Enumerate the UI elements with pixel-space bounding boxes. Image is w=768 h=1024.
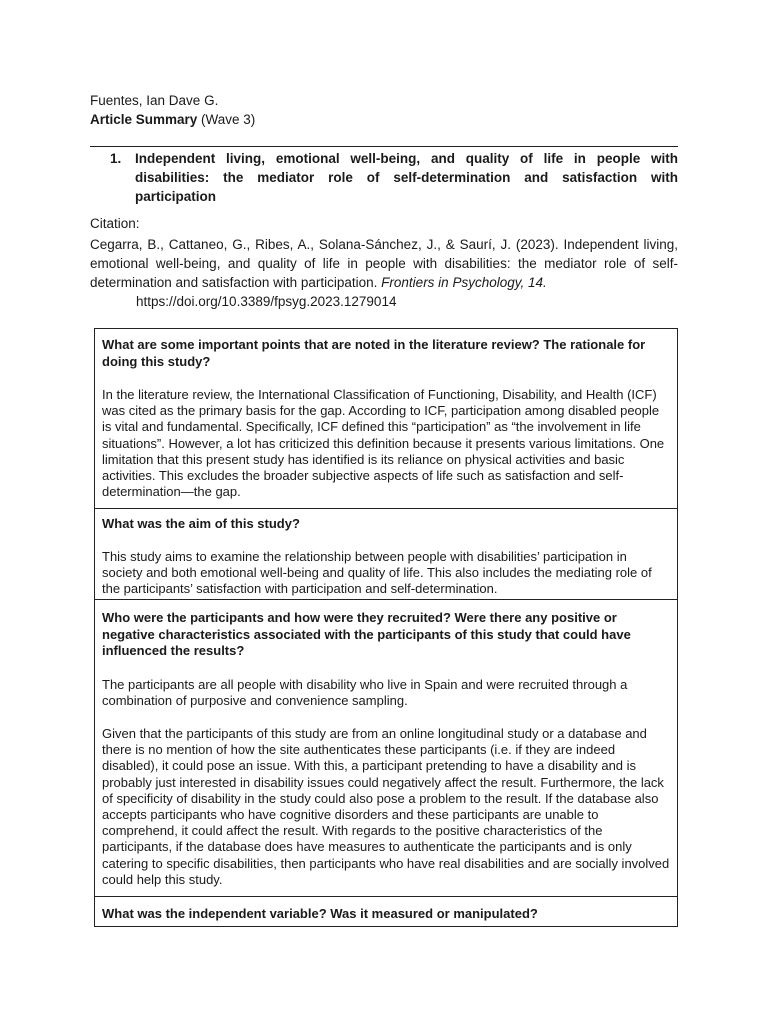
answer-participants-recruitment: The participants are all people with disability who live in Spain and were recruited through a combination of purposive and convenience sampling. (102, 677, 628, 709)
table-row-literature (95, 329, 677, 508)
answer-participants-characteristics: Given that the participants of this study are from an online longitudinal study or a database and there is no mention of how the site authenticates these participants (i.e. if they are indeed disabled), it could pose an issue. With this, a participant pretending to have a disability and is probably just interested in disability issues could negatively affect the result. Furthermore, the lack of specificity of disability in the study could also pose a problem to the result. If the database also accepts participants who have cognitive disorders and these participants are unable to comprehend, it could affect the result. With regards to the positive characteristics of the participants, if the database does have measures to authenticate the participants and is only catering to specific disabilities, then participants who have real disabilities and are socially involved could help this study. (102, 726, 670, 887)
question-aim: What was the aim of this study? (102, 516, 300, 531)
citation-authors-title: Cegarra, B., Cattaneo, G., Ribes, A., Solana-Sánchez, J., & Saurí, J. (2023). Independent living, emotional well-being, and quality of life in people with disabilities: the mediator role of self-determination and satisfaction with participation. (90, 237, 678, 290)
citation-label: Citation: (90, 216, 140, 231)
article-number: 1. (110, 151, 122, 166)
summary-label: Article Summary (90, 112, 198, 127)
summary-heading (90, 112, 255, 127)
citation-text (90, 235, 678, 311)
author-name: Fuentes, Ian Dave G. (90, 93, 219, 108)
summary-wave: (Wave 3) (197, 112, 256, 127)
question-independent-variable: What was the independent variable? Was it measured or manipulated? (102, 906, 538, 921)
answer-aim: This study aims to examine the relationship between people with disabilities’ participation in society and both emotional well-being and quality of life. This also includes the mediating role of the participants’ satisfaction with participation and self-determination. (102, 549, 652, 597)
citation-journal: Frontiers in Psychology, 14. (381, 275, 547, 290)
answer-literature: In the literature review, the International Classification of Functioning, Disability, and Health (ICF) was cited as the primary basis for the gap. According to ICF, participation among disabled people is vital and fundamental. Specifically, ICF defined this “participation” as “the involvement in life situations”. However, a lot has criticized this definition because it presents various limitations. One limitation that this present study has identified is its reliance on physical activities and basic activities. This excludes the broader subjective aspects of life such as satisfaction and self-determination—the gap. (102, 387, 665, 500)
question-literature: What are some important points that are noted in the literature review? The rationale for doing this study? (102, 337, 646, 369)
summary-table (94, 328, 678, 927)
article-title: Independent living, emotional well-being, and quality of life in people with disabilities: the mediator role of self-determination and satisfaction with participation (135, 151, 678, 204)
horizontal-rule (90, 146, 678, 147)
citation-doi: https://doi.org/10.3389/fpsyg.2023.1279014 (136, 294, 397, 309)
table-row-aim (95, 508, 677, 599)
question-participants: Who were the participants and how were they recruited? Were there any positive or negative characteristics associated with the participants of this study that could have influenced the results? (102, 610, 631, 658)
table-row-participants (95, 599, 677, 888)
table-row-independent-variable (95, 896, 677, 926)
